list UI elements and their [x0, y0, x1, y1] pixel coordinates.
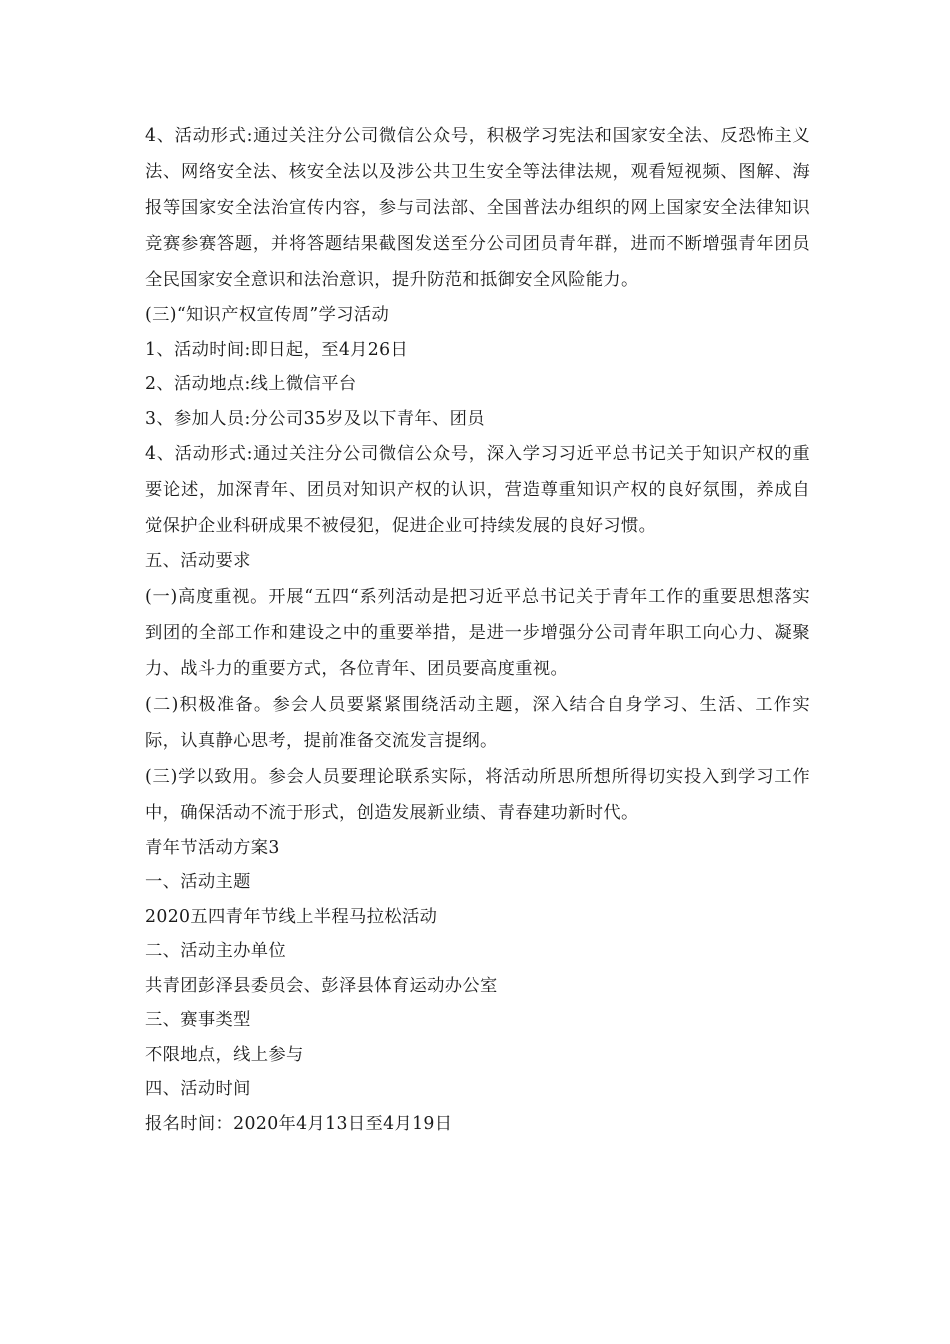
paragraph-registration-time: 报名时间：2020年4月13日至4月19日: [145, 1113, 453, 1134]
heading-ip-week-activity: (三)“知识产权宣传周”学习活动: [145, 305, 390, 325]
heading-organizer: 二、活动主办单位: [145, 941, 287, 961]
heading-activity-requirements: 五、活动要求: [145, 551, 251, 571]
heading-event-type: 三、赛事类型: [145, 1010, 251, 1030]
paragraph-activity-location: 2、活动地点:线上微信平台: [145, 374, 357, 394]
paragraph-requirement-3: (三)学以致用。参会人员要理论联系实际，将活动所思所想所得切实投入到学习工作中，确保活动不流于形式，创造发展新业绩、青春建功新时代。: [145, 766, 810, 823]
paragraph-activity-form-security: 4、活动形式:通过关注分公司微信公众号，积极学习宪法和国家安全法、反恐怖主义法、网络安全法、核安全法以及涉公共卫生安全等法律法规，观看短视频、图解、海报等国家安全法治宣传内容，参与司法部、全国普法办组织的网上国家安全法律知识竞赛参赛答题，并将答题结果截图发送至分公司团员青年群，进而不断增强青年团员全民国家安全意识和法治意识，提升防范和抵御安全风险能力。: [145, 126, 810, 290]
paragraph-requirement-2: (二)积极准备。参会人员要紧紧围绕活动主题，深入结合自身学习、生活、工作实际，认真静心思考，提前准备交流发言提纲。: [145, 694, 810, 751]
document-page: [145, 118, 810, 1141]
paragraph-participants: 3、参加人员:分公司35岁及以下青年、团员: [145, 408, 485, 429]
paragraph-theme: 2020五四青年节线上半程马拉松活动: [145, 906, 438, 927]
paragraph-activity-form-ip: 4、活动形式:通过关注分公司微信公众号，深入学习习近平总书记关于知识产权的重要论述，加深青年、团员对知识产权的认识，营造尊重知识产权的良好氛围，养成自觉保护企业科研成果不被侵犯，促进企业可持续发展的良好习惯。: [145, 444, 810, 536]
heading-activity-time: 四、活动时间: [145, 1079, 251, 1099]
paragraph-organizer: 共青团彭泽县委员会、彭泽县体育运动办公室: [145, 975, 498, 996]
paragraph-requirement-1: (一)高度重视。开展“五四“系列活动是把习近平总书记关于青年工作的重要思想落实到团的全部工作和建设之中的重要举措，是进一步增强分公司青年职工向心力、凝聚力、战斗力的重要方式，各位青年、团员要高度重视。: [145, 586, 810, 679]
paragraph-event-type: 不限地点，线上参与: [145, 1044, 304, 1065]
heading-plan-3: 青年节活动方案3: [145, 837, 280, 858]
heading-activity-theme: 一、活动主题: [145, 872, 251, 892]
paragraph-activity-time: 1、活动时间:即日起，至4月26日: [145, 339, 409, 360]
